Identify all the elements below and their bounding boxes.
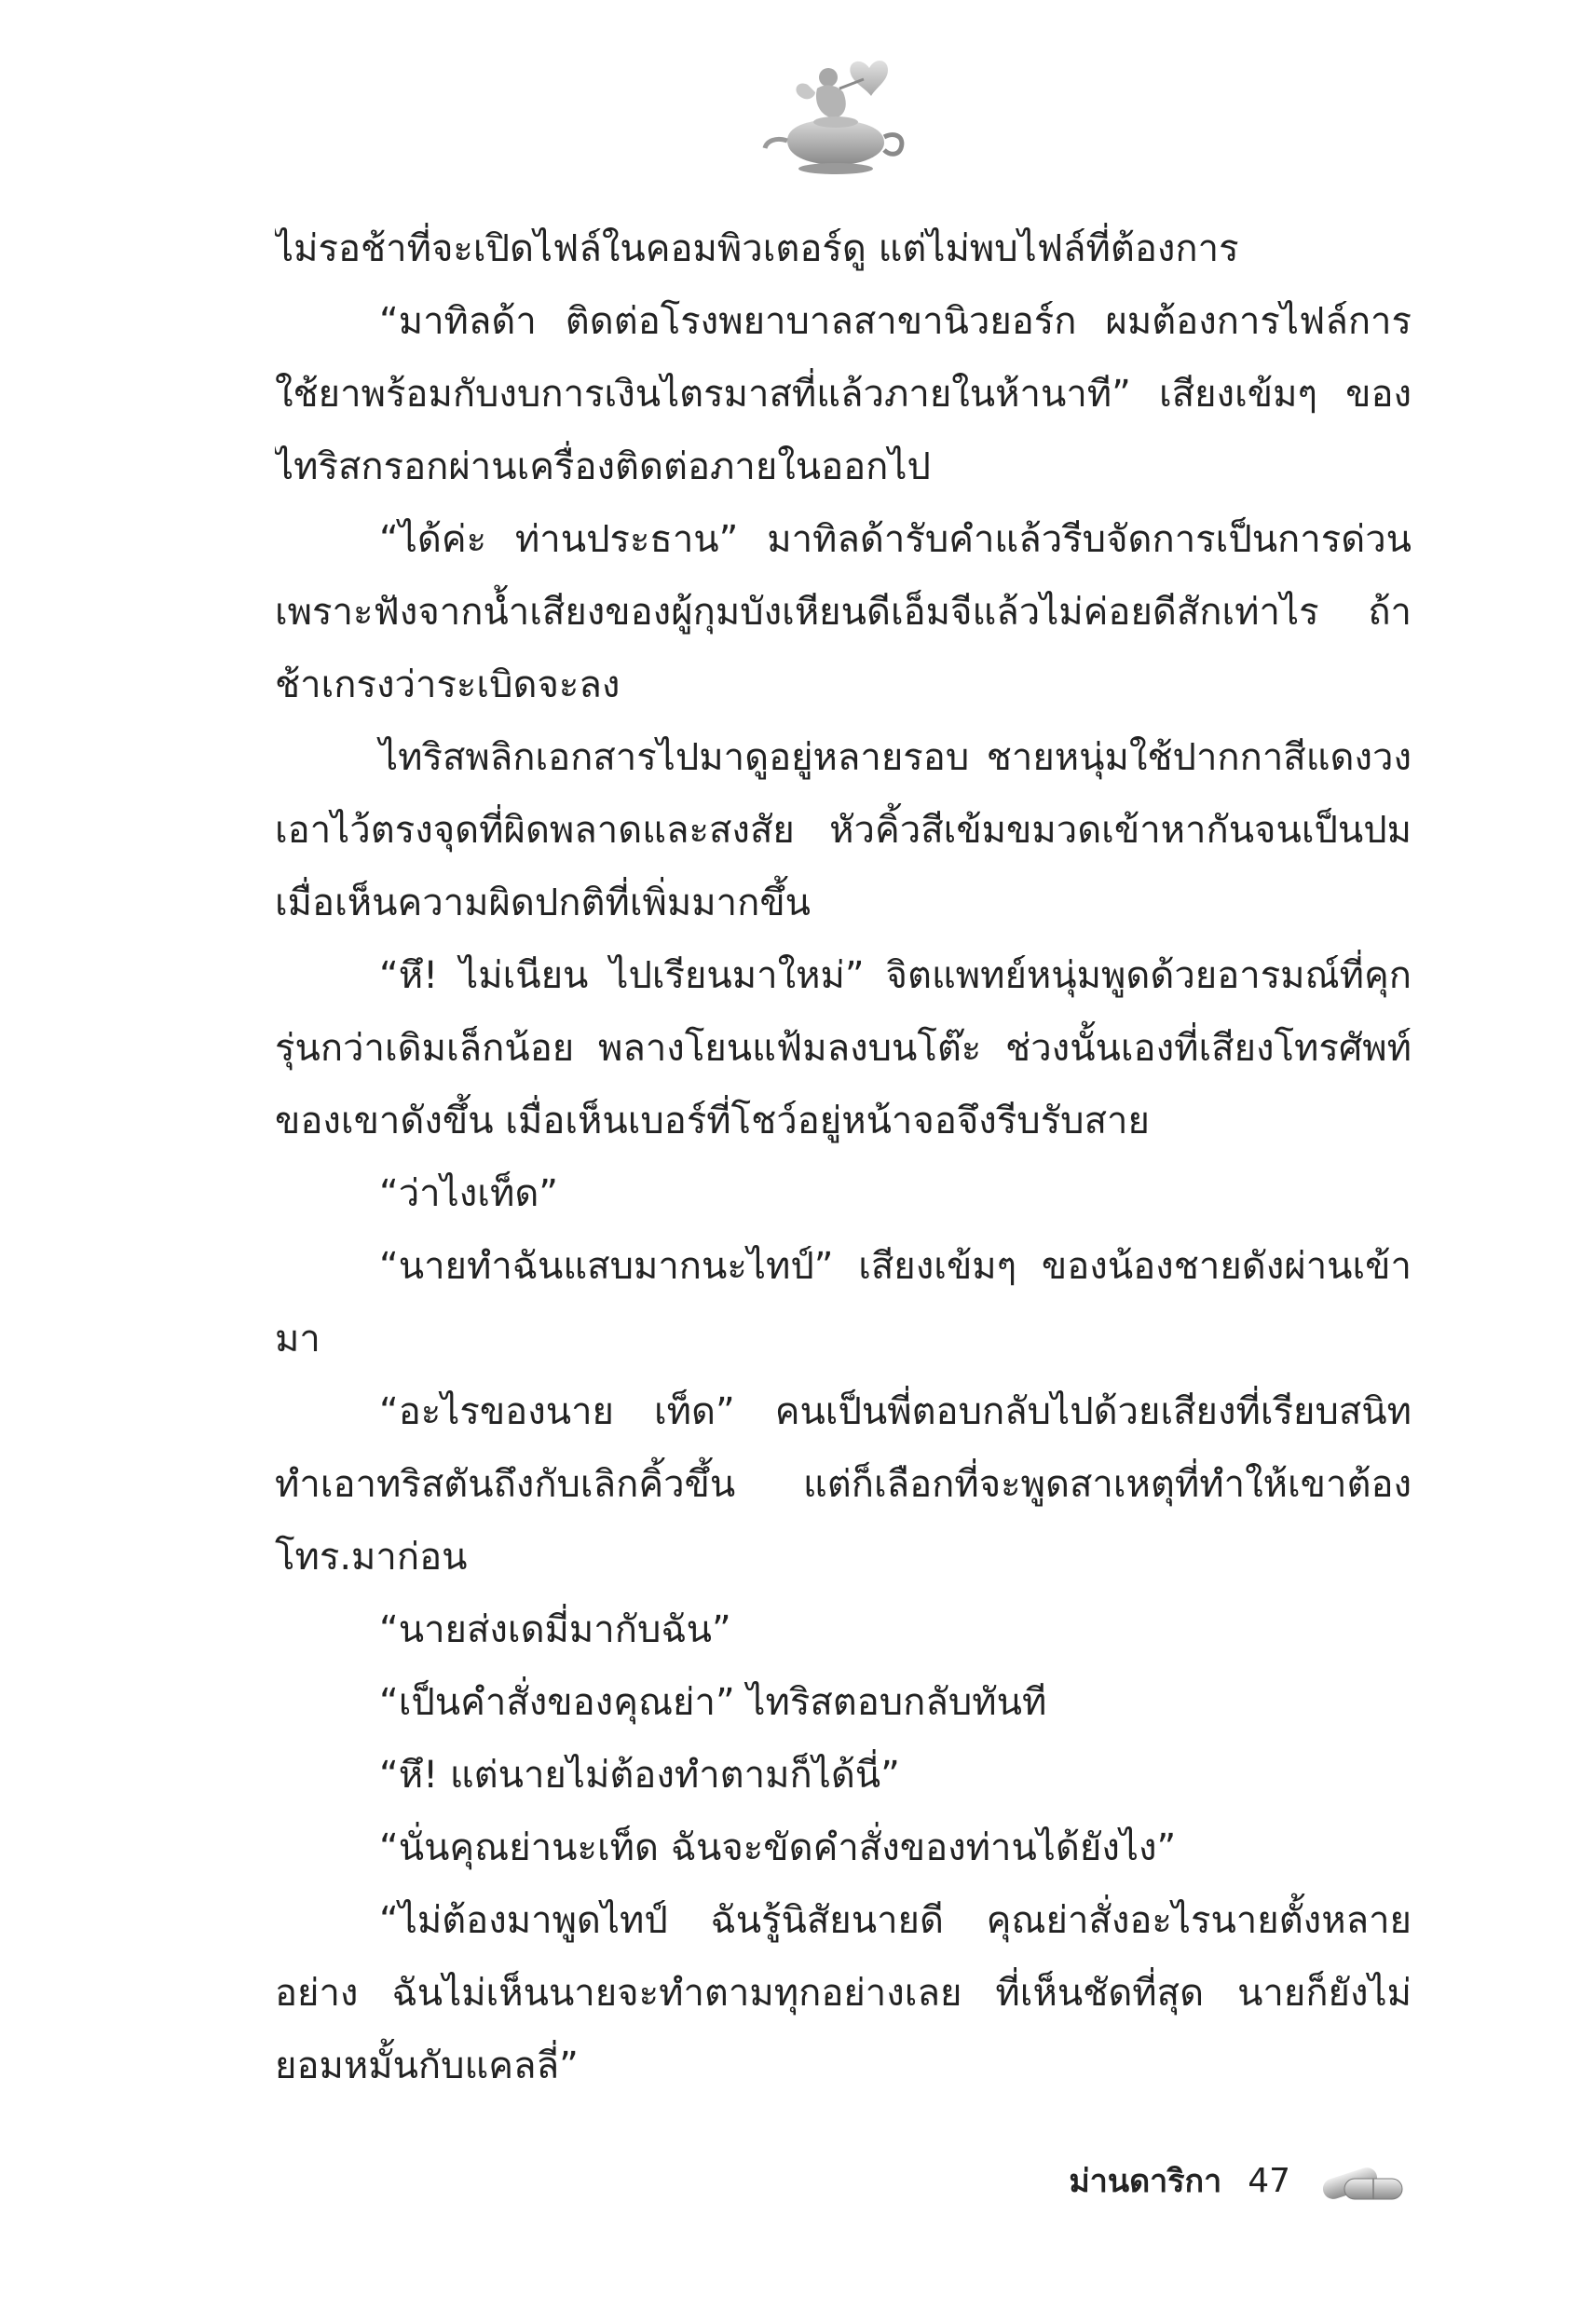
- paragraph: ไม่รอช้าที่จะเปิดไฟล์ในคอมพิวเตอร์ดู แต่ไม่พบไฟล์ที่ต้องการ: [275, 227, 1239, 270]
- paragraph: “หึ! แต่นายไม่ต้องทำตามก็ได้นี่”: [379, 1754, 900, 1797]
- paragraph: “มาทิลด้า ติดต่อโรงพยาบาลสาขานิวยอร์ก ผมต้องการไฟล์การใช้ยาพร้อมกับงบการเงินไตรมาสที่แล้วภายในห้านาที” เสียงเข้มๆ ของไทริสกรอกผ่านเครื่องติดต่อภายในออกไป: [275, 300, 1412, 488]
- teapot-ornament-icon: [759, 51, 918, 182]
- book-title: ม่านดาริกา: [1069, 2163, 1222, 2200]
- paragraph: “นั่นคุณย่านะเท็ด ฉันจะขัดคำสั่งของท่านได้ยังไง”: [379, 1826, 1177, 1869]
- body-text: [275, 212, 1412, 2104]
- paragraph: “อะไรของนาย เท็ด” คนเป็นพี่ตอบกลับไปด้วยเสียงที่เรียบสนิท ทำเอาทริสตันถึงกับเลิกคิ้วขึ้น แต่ก็เลือกที่จะพูดสาเหตุที่ทำให้เขาต้องโทร.มาก่อน: [275, 1390, 1412, 1579]
- paragraph: ไทริสพลิกเอกสารไปมาดูอยู่หลายรอบ ชายหนุ่มใช้ปากกาสีแดงวงเอาไว้ตรงจุดที่ผิดพลาดและสงสัย หัวคิ้วสีเข้มขมวดเข้าหากันจนเป็นปม เมื่อเห็นความผิดปกติที่เพิ่มมากขึ้น: [275, 736, 1412, 924]
- paragraph: “นายส่งเดมี่มากับฉัน”: [379, 1608, 731, 1651]
- page-footer: [1069, 2153, 1410, 2208]
- paragraph: “เป็นคำสั่งของคุณย่า” ไทริสตอบกลับทันที: [379, 1681, 1047, 1724]
- paragraph: “ว่าไงเท็ด”: [379, 1172, 559, 1215]
- page-number: 47: [1248, 2161, 1290, 2200]
- paragraph: “หึ! ไม่เนียน ไปเรียนมาใหม่” จิตแพทย์หนุ่มพูดด้วยอารมณ์ที่คุกรุ่นกว่าเดิมเล็กน้อย พลางโยนแฟ้มลงบนโต๊ะ ช่วงนั้นเองที่เสียงโทรศัพท์ของเขาดังขึ้น เมื่อเห็นเบอร์ที่โชว์อยู่หน้าจอจึงรีบรับสาย: [275, 954, 1412, 1142]
- paragraph: “ไม่ต้องมาพูดไทป์ ฉันรู้นิสัยนายดี คุณย่าสั่งอะไรนายตั้งหลายอย่าง ฉันไม่เห็นนายจะทำตามทุกอย่างเลย ที่เห็นชัดที่สุด นายก็ยังไม่ยอมหมั้นกับแคลลี่”: [275, 1899, 1412, 2087]
- pills-icon: [1316, 2156, 1410, 2205]
- paragraph: “ได้ค่ะ ท่านประธาน” มาทิลด้ารับคำแล้วรีบจัดการเป็นการด่วน เพราะฟังจากน้ำเสียงของผู้กุมบังเหียนดีเอ็มจีแล้วไม่ค่อยดีสักเท่าไร ถ้าช้าเกรงว่าระเบิดจะลง: [275, 518, 1412, 706]
- paragraph: “นายทำฉันแสบมากนะไทป์” เสียงเข้มๆ ของน้องชายดังผ่านเข้ามา: [275, 1245, 1412, 1361]
